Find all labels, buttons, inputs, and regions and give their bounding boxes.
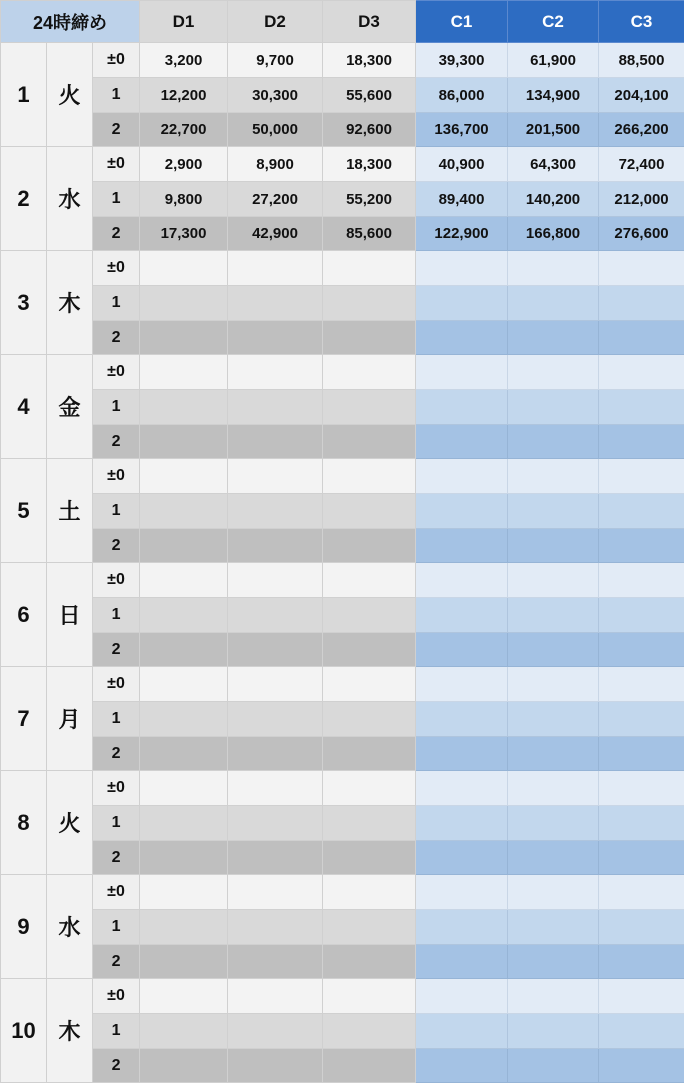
d3-cell[interactable]: [323, 321, 416, 355]
weekday-label: 水: [47, 147, 93, 251]
level-label: 2: [93, 633, 140, 667]
c1-cell[interactable]: [416, 737, 508, 771]
table-row: [1, 737, 684, 771]
table-row: [1, 355, 684, 390]
d2-cell[interactable]: [228, 771, 323, 806]
c1-cell[interactable]: [416, 529, 508, 563]
d2-cell[interactable]: [228, 459, 323, 494]
c2-cell[interactable]: [508, 945, 599, 979]
day-number: 3: [1, 251, 47, 355]
d1-cell[interactable]: [140, 806, 228, 841]
d2-cell[interactable]: [228, 251, 323, 286]
c2-cell[interactable]: [508, 633, 599, 667]
level-label: ±0: [93, 355, 140, 390]
level-label: ±0: [93, 979, 140, 1014]
c2-cell[interactable]: [508, 979, 599, 1014]
c3-cell[interactable]: [599, 563, 684, 598]
d2-cell[interactable]: 9,700: [228, 43, 323, 78]
c2-cell[interactable]: [508, 875, 599, 910]
c1-cell[interactable]: [416, 910, 508, 945]
d1-cell[interactable]: [140, 1014, 228, 1049]
weekday-label: 水: [47, 875, 93, 979]
d3-cell[interactable]: [323, 875, 416, 910]
d3-cell[interactable]: [323, 806, 416, 841]
c3-cell[interactable]: [599, 251, 684, 286]
table-row: [1, 251, 684, 286]
d2-cell[interactable]: [228, 425, 323, 459]
c2-cell[interactable]: [508, 251, 599, 286]
d2-cell[interactable]: [228, 390, 323, 425]
d1-cell[interactable]: [140, 633, 228, 667]
table-body: [1, 43, 684, 1083]
table-row: [1, 494, 684, 529]
c3-cell[interactable]: [599, 702, 684, 737]
day-number: 4: [1, 355, 47, 459]
table-row: [1, 43, 684, 78]
d2-cell[interactable]: [228, 529, 323, 563]
d3-cell[interactable]: [323, 494, 416, 529]
header-c1: C1: [416, 1, 508, 43]
level-label: ±0: [93, 667, 140, 702]
table-row: [1, 875, 684, 910]
d1-cell[interactable]: [140, 598, 228, 633]
c3-cell[interactable]: [599, 910, 684, 945]
d1-cell[interactable]: 12,200: [140, 78, 228, 113]
d1-cell[interactable]: [140, 355, 228, 390]
c2-cell[interactable]: [508, 1049, 599, 1083]
weekday-label: 火: [47, 43, 93, 147]
d3-cell[interactable]: [323, 529, 416, 563]
d2-cell[interactable]: [228, 667, 323, 702]
d1-cell[interactable]: [140, 667, 228, 702]
d3-cell[interactable]: 18,300: [323, 147, 416, 182]
weekday-label: 木: [47, 251, 93, 355]
d3-cell[interactable]: [323, 1049, 416, 1083]
c2-cell[interactable]: 166,800: [508, 217, 599, 251]
d2-cell[interactable]: [228, 563, 323, 598]
table-row: [1, 425, 684, 459]
header-row: [1, 1, 684, 43]
c1-cell[interactable]: [416, 425, 508, 459]
d2-cell[interactable]: [228, 321, 323, 355]
d1-cell[interactable]: 9,800: [140, 182, 228, 217]
c3-cell[interactable]: [599, 355, 684, 390]
d2-cell[interactable]: 27,200: [228, 182, 323, 217]
d1-cell[interactable]: [140, 563, 228, 598]
header-corner: 24時締め: [1, 1, 140, 43]
d3-cell[interactable]: 55,200: [323, 182, 416, 217]
header-c2: C2: [508, 1, 599, 43]
d3-cell[interactable]: [323, 390, 416, 425]
d1-cell[interactable]: [140, 737, 228, 771]
level-label: ±0: [93, 459, 140, 494]
d3-cell[interactable]: [323, 945, 416, 979]
level-label: 1: [93, 286, 140, 321]
table-row: [1, 78, 684, 113]
c1-cell[interactable]: 86,000: [416, 78, 508, 113]
c2-cell[interactable]: [508, 494, 599, 529]
c2-cell[interactable]: [508, 321, 599, 355]
table-row: [1, 390, 684, 425]
day-number: 6: [1, 563, 47, 667]
c3-cell[interactable]: [599, 771, 684, 806]
d2-cell[interactable]: [228, 286, 323, 321]
d2-cell[interactable]: [228, 1049, 323, 1083]
c3-cell[interactable]: [599, 494, 684, 529]
table-row: [1, 979, 684, 1014]
d3-cell[interactable]: [323, 459, 416, 494]
d3-cell[interactable]: [323, 251, 416, 286]
table-row: [1, 598, 684, 633]
d3-cell[interactable]: 85,600: [323, 217, 416, 251]
d2-cell[interactable]: [228, 979, 323, 1014]
c2-cell[interactable]: [508, 702, 599, 737]
d2-cell[interactable]: [228, 737, 323, 771]
c3-cell[interactable]: [599, 667, 684, 702]
level-label: ±0: [93, 563, 140, 598]
d1-cell[interactable]: [140, 702, 228, 737]
d2-cell[interactable]: [228, 494, 323, 529]
d1-cell[interactable]: [140, 459, 228, 494]
d1-cell[interactable]: [140, 841, 228, 875]
d2-cell[interactable]: 42,900: [228, 217, 323, 251]
c2-cell[interactable]: [508, 425, 599, 459]
header-c3: C3: [599, 1, 684, 43]
day-number: 9: [1, 875, 47, 979]
d1-cell[interactable]: 3,200: [140, 43, 228, 78]
c1-cell[interactable]: [416, 702, 508, 737]
d2-cell[interactable]: [228, 633, 323, 667]
c1-cell[interactable]: [416, 841, 508, 875]
table-row: [1, 182, 684, 217]
c2-cell[interactable]: 201,500: [508, 113, 599, 147]
c1-cell[interactable]: [416, 598, 508, 633]
weekday-label: 木: [47, 979, 93, 1083]
c1-cell[interactable]: [416, 459, 508, 494]
table-row: [1, 1049, 684, 1083]
d1-cell[interactable]: [140, 321, 228, 355]
d2-cell[interactable]: [228, 875, 323, 910]
header-d1: D1: [140, 1, 228, 43]
d2-cell[interactable]: [228, 598, 323, 633]
level-label: ±0: [93, 251, 140, 286]
level-label: 1: [93, 182, 140, 217]
d2-cell[interactable]: [228, 1014, 323, 1049]
c1-cell[interactable]: [416, 251, 508, 286]
c3-cell[interactable]: [599, 459, 684, 494]
c1-cell[interactable]: [416, 806, 508, 841]
d1-cell[interactable]: [140, 910, 228, 945]
d2-cell[interactable]: 50,000: [228, 113, 323, 147]
d3-cell[interactable]: [323, 286, 416, 321]
c2-cell[interactable]: [508, 841, 599, 875]
c1-cell[interactable]: 39,300: [416, 43, 508, 78]
level-label: 2: [93, 217, 140, 251]
d1-cell[interactable]: [140, 771, 228, 806]
c3-cell[interactable]: [599, 945, 684, 979]
level-label: 2: [93, 945, 140, 979]
d3-cell[interactable]: [323, 979, 416, 1014]
d3-cell[interactable]: [323, 563, 416, 598]
header-d2: D2: [228, 1, 323, 43]
c3-cell[interactable]: [599, 529, 684, 563]
d3-cell[interactable]: [323, 841, 416, 875]
table-row: [1, 633, 684, 667]
weekday-label: 金: [47, 355, 93, 459]
c2-cell[interactable]: [508, 390, 599, 425]
day-number: 7: [1, 667, 47, 771]
level-label: 2: [93, 529, 140, 563]
d1-cell[interactable]: [140, 1049, 228, 1083]
d2-cell[interactable]: 30,300: [228, 78, 323, 113]
c1-cell[interactable]: [416, 1049, 508, 1083]
table-row: [1, 806, 684, 841]
level-label: 1: [93, 78, 140, 113]
d3-cell[interactable]: 18,300: [323, 43, 416, 78]
level-label: 1: [93, 702, 140, 737]
table-row: [1, 945, 684, 979]
c1-cell[interactable]: [416, 494, 508, 529]
table-row: [1, 910, 684, 945]
table-row: [1, 459, 684, 494]
c3-cell[interactable]: 88,500: [599, 43, 684, 78]
d1-cell[interactable]: 2,900: [140, 147, 228, 182]
level-label: 2: [93, 1049, 140, 1083]
weekday-label: 月: [47, 667, 93, 771]
d1-cell[interactable]: [140, 494, 228, 529]
d1-cell[interactable]: [140, 979, 228, 1014]
c3-cell[interactable]: [599, 806, 684, 841]
d2-cell[interactable]: 8,900: [228, 147, 323, 182]
c2-cell[interactable]: 61,900: [508, 43, 599, 78]
table-row: [1, 771, 684, 806]
table-row: [1, 563, 684, 598]
header-d3: D3: [323, 1, 416, 43]
c2-cell[interactable]: [508, 910, 599, 945]
day-number: 10: [1, 979, 47, 1083]
c1-cell[interactable]: [416, 286, 508, 321]
c3-cell[interactable]: [599, 1049, 684, 1083]
c3-cell[interactable]: [599, 875, 684, 910]
day-number: 1: [1, 43, 47, 147]
level-label: ±0: [93, 771, 140, 806]
d2-cell[interactable]: [228, 841, 323, 875]
c1-cell[interactable]: 40,900: [416, 147, 508, 182]
table-row: [1, 667, 684, 702]
c1-cell[interactable]: [416, 633, 508, 667]
c3-cell[interactable]: 276,600: [599, 217, 684, 251]
level-label: 1: [93, 494, 140, 529]
table-row: [1, 147, 684, 182]
c2-cell[interactable]: [508, 667, 599, 702]
d1-cell[interactable]: [140, 286, 228, 321]
table-row: [1, 702, 684, 737]
c2-cell[interactable]: [508, 806, 599, 841]
c2-cell[interactable]: 64,300: [508, 147, 599, 182]
c2-cell[interactable]: [508, 598, 599, 633]
c2-cell[interactable]: [508, 771, 599, 806]
c2-cell[interactable]: [508, 459, 599, 494]
day-number: 2: [1, 147, 47, 251]
table-row: [1, 217, 684, 251]
level-label: 2: [93, 425, 140, 459]
d3-cell[interactable]: [323, 702, 416, 737]
c1-cell[interactable]: [416, 321, 508, 355]
d3-cell[interactable]: 92,600: [323, 113, 416, 147]
d3-cell[interactable]: [323, 910, 416, 945]
c3-cell[interactable]: [599, 1014, 684, 1049]
c3-cell[interactable]: [599, 321, 684, 355]
c1-cell[interactable]: [416, 979, 508, 1014]
d1-cell[interactable]: [140, 425, 228, 459]
d3-cell[interactable]: [323, 598, 416, 633]
d3-cell[interactable]: [323, 737, 416, 771]
d3-cell[interactable]: [323, 425, 416, 459]
d2-cell[interactable]: [228, 910, 323, 945]
c1-cell[interactable]: 136,700: [416, 113, 508, 147]
level-label: 1: [93, 910, 140, 945]
table-row: [1, 529, 684, 563]
d1-cell[interactable]: [140, 529, 228, 563]
d1-cell[interactable]: [140, 945, 228, 979]
table-row: [1, 286, 684, 321]
c3-cell[interactable]: [599, 286, 684, 321]
c2-cell[interactable]: 134,900: [508, 78, 599, 113]
c3-cell[interactable]: 266,200: [599, 113, 684, 147]
c2-cell[interactable]: [508, 563, 599, 598]
c2-cell[interactable]: [508, 529, 599, 563]
c1-cell[interactable]: 89,400: [416, 182, 508, 217]
level-label: 2: [93, 737, 140, 771]
level-label: 1: [93, 598, 140, 633]
day-number: 5: [1, 459, 47, 563]
table-row: [1, 1014, 684, 1049]
table-row: [1, 321, 684, 355]
c1-cell[interactable]: [416, 355, 508, 390]
c1-cell[interactable]: [416, 771, 508, 806]
c1-cell[interactable]: 122,900: [416, 217, 508, 251]
c3-cell[interactable]: 72,400: [599, 147, 684, 182]
c3-cell[interactable]: [599, 633, 684, 667]
weekday-label: 土: [47, 459, 93, 563]
level-label: ±0: [93, 43, 140, 78]
c3-cell[interactable]: [599, 390, 684, 425]
d3-cell[interactable]: [323, 355, 416, 390]
level-label: 2: [93, 113, 140, 147]
level-label: 2: [93, 841, 140, 875]
c2-cell[interactable]: [508, 286, 599, 321]
c2-cell[interactable]: [508, 1014, 599, 1049]
d2-cell[interactable]: [228, 702, 323, 737]
level-label: ±0: [93, 875, 140, 910]
c2-cell[interactable]: 140,200: [508, 182, 599, 217]
d3-cell[interactable]: [323, 633, 416, 667]
c3-cell[interactable]: [599, 841, 684, 875]
d2-cell[interactable]: [228, 945, 323, 979]
c3-cell[interactable]: 212,000: [599, 182, 684, 217]
c3-cell[interactable]: [599, 425, 684, 459]
level-label: 1: [93, 806, 140, 841]
level-label: 1: [93, 390, 140, 425]
d3-cell[interactable]: 55,600: [323, 78, 416, 113]
d1-cell[interactable]: [140, 875, 228, 910]
table-row: [1, 841, 684, 875]
c1-cell[interactable]: [416, 1014, 508, 1049]
d2-cell[interactable]: [228, 355, 323, 390]
d1-cell[interactable]: [140, 251, 228, 286]
c1-cell[interactable]: [416, 875, 508, 910]
c1-cell[interactable]: [416, 390, 508, 425]
c2-cell[interactable]: [508, 355, 599, 390]
c3-cell[interactable]: [599, 979, 684, 1014]
level-label: 1: [93, 1014, 140, 1049]
d3-cell[interactable]: [323, 771, 416, 806]
level-label: 2: [93, 321, 140, 355]
day-number: 8: [1, 771, 47, 875]
d1-cell[interactable]: 17,300: [140, 217, 228, 251]
weekday-label: 日: [47, 563, 93, 667]
c1-cell[interactable]: [416, 667, 508, 702]
c1-cell[interactable]: [416, 563, 508, 598]
d3-cell[interactable]: [323, 1014, 416, 1049]
c2-cell[interactable]: [508, 737, 599, 771]
d2-cell[interactable]: [228, 806, 323, 841]
weekday-label: 火: [47, 771, 93, 875]
level-label: ±0: [93, 147, 140, 182]
table-row: [1, 113, 684, 147]
c3-cell[interactable]: [599, 737, 684, 771]
c3-cell[interactable]: [599, 598, 684, 633]
d3-cell[interactable]: [323, 667, 416, 702]
c1-cell[interactable]: [416, 945, 508, 979]
d1-cell[interactable]: 22,700: [140, 113, 228, 147]
c3-cell[interactable]: 204,100: [599, 78, 684, 113]
d1-cell[interactable]: [140, 390, 228, 425]
